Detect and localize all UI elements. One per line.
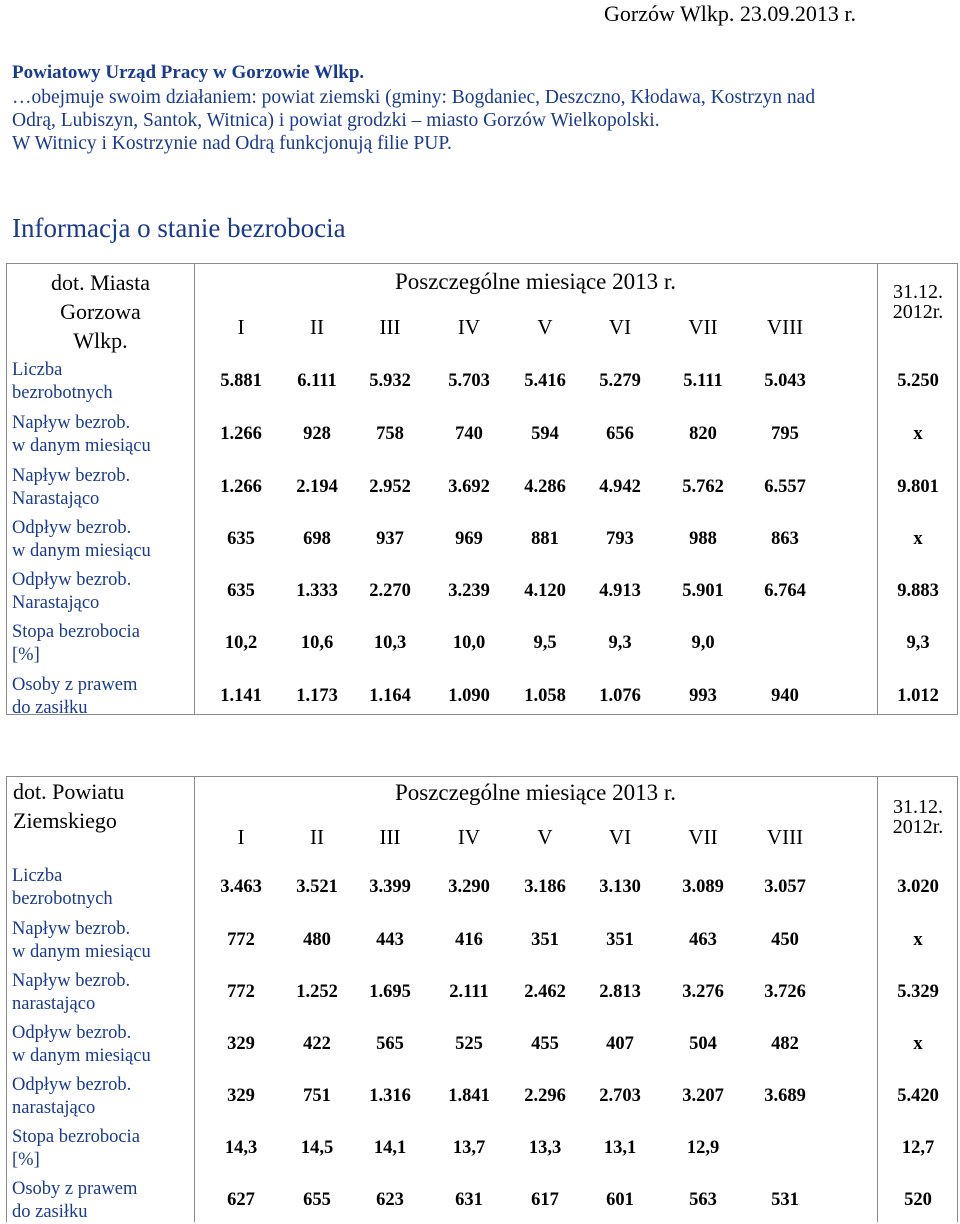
row-label: [7, 1126, 194, 1172]
table-cell: 1.141: [220, 686, 262, 706]
table-cell: 13,7: [452, 1138, 486, 1158]
row-label-line: Odpływ bezrob.: [12, 518, 132, 538]
row-label: [7, 517, 194, 563]
table-cell: 1.841: [448, 1086, 490, 1106]
table-cell: 758: [376, 424, 404, 444]
scope-header-line: Wlkp.: [73, 328, 128, 353]
office-name: Powiatowy Urząd Pracy w Gorzowie Wlkp.: [12, 62, 365, 83]
unemployment-table-city: [6, 263, 958, 718]
table-cell: 9,3: [608, 633, 632, 653]
month-header: V: [537, 825, 553, 849]
table-cell: 4.913: [599, 581, 641, 601]
table-cell: 422: [303, 1034, 331, 1054]
table-cell: 594: [531, 424, 559, 444]
table-cell: 698: [303, 529, 331, 549]
row-label: [7, 865, 194, 911]
table-cell: 10,2: [224, 633, 258, 653]
reference-cell: 12,7: [901, 1138, 935, 1158]
table-cell: 416: [455, 930, 483, 950]
row-label-line: Stopa bezrobocia: [12, 1127, 140, 1147]
row-label-line: Odpływ bezrob.: [12, 1023, 132, 1043]
table-cell: 482: [771, 1034, 799, 1054]
table-cell: 6.764: [764, 581, 806, 601]
table-cell: 3.521: [296, 877, 338, 897]
table-cell: 2.813: [599, 982, 641, 1002]
row-label-line: Liczba: [12, 360, 63, 380]
table-cell: 988: [689, 529, 717, 549]
table-cell: 2.462: [524, 982, 566, 1002]
table-cell: 13,1: [603, 1138, 637, 1158]
reference-date-line: 2012r.: [892, 816, 944, 838]
table-cell: 443: [376, 930, 404, 950]
table-cell: 14,3: [224, 1138, 258, 1158]
row-label: [7, 621, 194, 667]
row-label-line: w danym miesiącu: [12, 436, 151, 456]
table-cell: 631: [455, 1190, 483, 1210]
table-cell: 5.932: [369, 371, 411, 391]
description-line: W Witnicy i Kostrzynie nad Odrą funkcjonują filie PUP.: [12, 133, 452, 154]
column-divider: [194, 777, 195, 1222]
month-header: VI: [608, 315, 632, 339]
table-cell: 635: [227, 581, 255, 601]
reference-cell: x: [913, 1034, 923, 1054]
table-cell: 2.111: [449, 982, 489, 1002]
table-cell: 14,5: [300, 1138, 334, 1158]
table-cell: 4.120: [524, 581, 566, 601]
scope-header-line: Gorzowa: [60, 299, 141, 324]
reference-cell: 5.420: [897, 1086, 939, 1106]
table-cell: 3.130: [599, 877, 641, 897]
table-cell: 627: [227, 1190, 255, 1210]
reference-cell: x: [913, 529, 923, 549]
month-header: VI: [608, 825, 632, 849]
row-label-line: [%]: [12, 1150, 40, 1170]
table-cell: 928: [303, 424, 331, 444]
table-cell: 407: [606, 1034, 634, 1054]
unemployment-table-county: [6, 776, 958, 1222]
reference-cell: 9.883: [897, 581, 939, 601]
reference-date-header: [877, 797, 959, 837]
table-cell: 635: [227, 529, 255, 549]
table-cell: 329: [227, 1034, 255, 1054]
table-cell: 3.089: [682, 877, 724, 897]
table-cell: 450: [771, 930, 799, 950]
table-cell: 2.952: [369, 477, 411, 497]
table-cell: 3.239: [448, 581, 490, 601]
table-cell: 1.695: [369, 982, 411, 1002]
scope-header-line: dot. Powiatu: [13, 779, 125, 804]
row-label-line: w danym miesiącu: [12, 1046, 151, 1066]
table-cell: 5.881: [220, 371, 262, 391]
table-cell: 751: [303, 1086, 331, 1106]
month-header: III: [379, 315, 401, 339]
section-title: Informacja o stanie bezrobocia: [12, 213, 346, 243]
table-cell: 2.296: [524, 1086, 566, 1106]
row-label-line: Odpływ bezrob.: [12, 1075, 132, 1095]
table-cell: 655: [303, 1190, 331, 1210]
months-header-title: Poszczególne miesiące 2013 r.: [394, 780, 677, 805]
month-header: I: [237, 315, 245, 339]
reference-cell: 5.329: [897, 982, 939, 1002]
table-cell: 1.266: [220, 477, 262, 497]
table-cell: 3.726: [764, 982, 806, 1002]
table-cell: 3.689: [764, 1086, 806, 1106]
table-cell: 10,3: [373, 633, 407, 653]
table-cell: 3.290: [448, 877, 490, 897]
table-cell: 10,0: [452, 633, 486, 653]
table-cell: 351: [606, 930, 634, 950]
table-cell: 2.703: [599, 1086, 641, 1106]
row-label: [7, 412, 194, 458]
table-cell: 1.058: [524, 686, 566, 706]
table-cell: 3.276: [682, 982, 724, 1002]
row-label-line: do zasiłku: [12, 698, 88, 718]
table-cell: 1.252: [296, 982, 338, 1002]
table-cell: 6.557: [764, 477, 806, 497]
table-cell: 351: [531, 930, 559, 950]
table-cell: 1.266: [220, 424, 262, 444]
table-cell: 881: [531, 529, 559, 549]
description-line: Odrą, Lubiszyn, Santok, Witnica) i powiat grodzki – miasto Gorzów Wielkopolski.: [12, 110, 660, 131]
table-cell: 740: [455, 424, 483, 444]
row-label-line: w danym miesiącu: [12, 942, 151, 962]
table-cell: 3.399: [369, 877, 411, 897]
reference-date-line: 31.12.: [893, 796, 943, 818]
table-cell: 5.762: [682, 477, 724, 497]
table-cell: 6.111: [297, 371, 337, 391]
table-cell: 5.111: [683, 371, 723, 391]
table-cell: 531: [771, 1190, 799, 1210]
table-cell: 5.043: [764, 371, 806, 391]
month-header: VIII: [766, 825, 804, 849]
table-cell: 565: [376, 1034, 404, 1054]
reference-date-header: [877, 282, 959, 322]
row-label: [7, 1022, 194, 1068]
table-cell: 1.316: [369, 1086, 411, 1106]
month-header: IV: [457, 825, 481, 849]
row-label: [7, 465, 194, 511]
table-cell: 5.279: [599, 371, 641, 391]
table-cell: 12,9: [686, 1138, 720, 1158]
row-label-line: Narastająco: [12, 489, 100, 509]
row-label: [7, 918, 194, 964]
row-label-line: Napływ bezrob.: [12, 413, 131, 433]
reference-cell: 1.012: [897, 686, 939, 706]
row-label-line: Napływ bezrob.: [12, 919, 131, 939]
row-label: [7, 1178, 194, 1224]
table-cell: 4.286: [524, 477, 566, 497]
table-cell: 13,3: [528, 1138, 562, 1158]
reference-cell: 520: [904, 1190, 932, 1210]
reference-cell: 9,3: [906, 633, 930, 653]
table-scope-header: [7, 268, 194, 355]
row-label-line: w danym miesiącu: [12, 541, 151, 561]
row-label-line: Osoby z prawem: [12, 675, 138, 695]
table-cell: 993: [689, 686, 717, 706]
month-header: II: [310, 825, 324, 849]
report-date: Gorzów Wlkp. 23.09.2013 r.: [604, 1, 856, 26]
table-cell: 1.090: [448, 686, 490, 706]
table-cell: 969: [455, 529, 483, 549]
table-cell: 820: [689, 424, 717, 444]
table-cell: 772: [227, 930, 255, 950]
month-header: V: [537, 315, 553, 339]
row-label: [7, 569, 194, 615]
month-header: III: [379, 825, 401, 849]
table-cell: 504: [689, 1034, 717, 1054]
table-cell: 463: [689, 930, 717, 950]
table-cell: 1.076: [599, 686, 641, 706]
description-line: …obejmuje swoim działaniem: powiat ziemski (gminy: Bogdaniec, Deszczno, Kłodawa, Kostrzyn nad: [12, 87, 816, 108]
table-cell: 5.901: [682, 581, 724, 601]
table-cell: 480: [303, 930, 331, 950]
month-header: VII: [688, 315, 718, 339]
month-header: VIII: [766, 315, 804, 339]
table-cell: 623: [376, 1190, 404, 1210]
table-cell: 329: [227, 1086, 255, 1106]
table-cell: 795: [771, 424, 799, 444]
table-cell: 9,0: [691, 633, 715, 653]
reference-date-line: 2012r.: [892, 301, 944, 323]
month-header: I: [237, 825, 245, 849]
row-label-line: Napływ bezrob.: [12, 466, 131, 486]
row-label-line: bezrobotnych: [12, 383, 113, 403]
table-cell: 455: [531, 1034, 559, 1054]
table-cell: 525: [455, 1034, 483, 1054]
row-label: [7, 970, 194, 1016]
table-cell: 10,6: [300, 633, 334, 653]
table-cell: 656: [606, 424, 634, 444]
table-cell: 9,5: [533, 633, 557, 653]
row-label-line: Liczba: [12, 866, 63, 886]
table-cell: 937: [376, 529, 404, 549]
row-label-line: narastająco: [12, 1098, 96, 1118]
row-label-line: [%]: [12, 645, 40, 665]
row-label-line: Narastająco: [12, 593, 100, 613]
row-label-line: Osoby z prawem: [12, 1179, 138, 1199]
row-label: [7, 1074, 194, 1120]
table-cell: 14,1: [373, 1138, 407, 1158]
scope-header-line: Ziemskiego: [13, 808, 117, 833]
month-header: VII: [688, 825, 718, 849]
table-cell: 3.186: [524, 877, 566, 897]
table-cell: 2.194: [296, 477, 338, 497]
table-cell: 5.416: [524, 371, 566, 391]
reference-cell: 9.801: [897, 477, 939, 497]
table-cell: 863: [771, 529, 799, 549]
table-cell: 3.463: [220, 877, 262, 897]
table-cell: 793: [606, 529, 634, 549]
table-cell: 5.703: [448, 371, 490, 391]
table-cell: 601: [606, 1190, 634, 1210]
reference-date-line: 31.12.: [893, 281, 943, 303]
table-cell: 940: [771, 686, 799, 706]
table-cell: 1.173: [296, 686, 338, 706]
table-cell: 1.164: [369, 686, 411, 706]
row-label-line: Odpływ bezrob.: [12, 570, 132, 590]
table-cell: 772: [227, 982, 255, 1002]
reference-cell: x: [913, 424, 923, 444]
month-header: IV: [457, 315, 481, 339]
table-cell: 3.207: [682, 1086, 724, 1106]
scope-header-line: dot. Miasta: [51, 270, 150, 295]
table-cell: 617: [531, 1190, 559, 1210]
month-header: II: [310, 315, 324, 339]
table-cell: 1.333: [296, 581, 338, 601]
column-divider: [194, 264, 195, 714]
row-label-line: narastająco: [12, 994, 96, 1014]
table-cell: 2.270: [369, 581, 411, 601]
reference-cell: x: [913, 930, 923, 950]
row-label: [7, 674, 194, 720]
row-label-line: Napływ bezrob.: [12, 971, 131, 991]
table-cell: 3.057: [764, 877, 806, 897]
office-description: [12, 86, 952, 155]
table-cell: 4.942: [599, 477, 641, 497]
table-scope-header: [13, 777, 193, 835]
table-cell: 563: [689, 1190, 717, 1210]
table-cell: 3.692: [448, 477, 490, 497]
reference-cell: 5.250: [897, 371, 939, 391]
row-label-line: do zasiłku: [12, 1202, 88, 1222]
row-label-line: bezrobotnych: [12, 889, 113, 909]
reference-cell: 3.020: [897, 877, 939, 897]
row-label-line: Stopa bezrobocia: [12, 622, 140, 642]
months-header-title: Poszczególne miesiące 2013 r.: [394, 269, 677, 294]
row-label: [7, 359, 194, 405]
